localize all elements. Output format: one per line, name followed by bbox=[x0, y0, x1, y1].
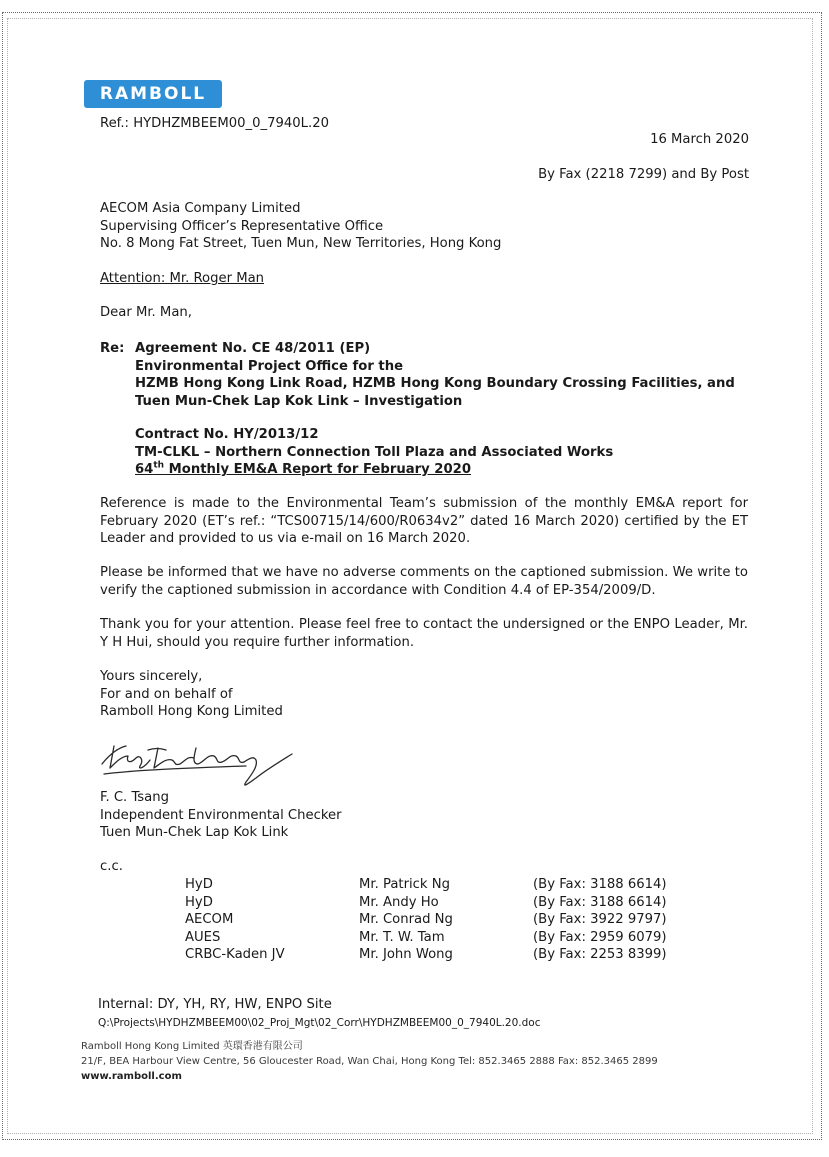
signatory-block bbox=[100, 789, 342, 842]
cc-row bbox=[0, 894, 829, 912]
signatory-title: Independent Environmental Checker bbox=[100, 807, 342, 823]
cc-row bbox=[0, 946, 829, 964]
file-path: Q:\Projects\HYDHZMBEEM00\02_Proj_Mgt\02_Corr\HYDHZMBEEM00_0_7940L.20.doc bbox=[98, 1017, 541, 1029]
cc-fax: (By Fax: 2959 6079) bbox=[533, 929, 667, 945]
cc-org: AUES bbox=[185, 929, 221, 945]
cc-fax: (By Fax: 3188 6614) bbox=[533, 894, 667, 910]
attention-line: Attention: Mr. Roger Man bbox=[100, 271, 265, 286]
closing-block bbox=[100, 668, 283, 721]
subject-line: Agreement No. CE 48/2011 (EP) bbox=[135, 341, 371, 356]
subject-line: HZMB Hong Kong Link Road, HZMB Hong Kong Boundary Crossing Facilities, and bbox=[135, 376, 735, 391]
closing-line: Ramboll Hong Kong Limited bbox=[100, 704, 283, 719]
body-paragraph-2: Please be informed that we have no adverse comments on the captioned submission. We write to verify the captioned submission in accordance with Condition 4.4 of EP-354/2009/D. bbox=[100, 565, 748, 598]
footer-company: Ramboll Hong Kong Limited 英環香港有限公司 bbox=[81, 1041, 303, 1052]
cc-name: Mr. Andy Ho bbox=[359, 894, 439, 910]
subject-line: Tuen Mun-Chek Lap Kok Link – Investigation bbox=[135, 393, 463, 409]
report-title-rest: Monthly EM&A Report for February 2020 bbox=[164, 462, 472, 477]
cc-label: c.c. bbox=[100, 859, 123, 874]
cc-name: Mr. Patrick Ng bbox=[359, 877, 450, 892]
subject-block bbox=[135, 340, 735, 410]
cc-name: Mr. T. W. Tam bbox=[359, 929, 445, 945]
subject-label: Re: bbox=[100, 341, 125, 356]
cc-name: Mr. Conrad Ng bbox=[359, 912, 453, 927]
body-paragraph-3: Thank you for your attention. Please feel free to contact the undersigned or the ENPO Leader, Mr. Y H Hui, should you require further information. bbox=[100, 617, 748, 650]
contract-line: TM-CLKL – Northern Connection Toll Plaza and Associated Works bbox=[135, 444, 614, 460]
body-paragraph-1: Reference is made to the Environmental Team’s submission of the monthly EM&A report for February 2020 (ET’s ref.: “TCS00715/14/600/R0634v2” dated 16 March 2020) certified by the ET Leader and provided to us via e-mail on 16 March 2020. bbox=[100, 496, 748, 546]
cc-fax: (By Fax: 3188 6614) bbox=[533, 877, 667, 892]
closing-line: Yours sincerely, bbox=[100, 669, 203, 684]
subject-line: Environmental Project Office for the bbox=[135, 358, 404, 374]
recipient-address bbox=[100, 200, 501, 253]
handwritten-signature bbox=[96, 734, 306, 790]
delivery-method: By Fax (2218 7299) and By Post bbox=[538, 167, 749, 182]
reference-number: Ref.: HYDHZMBEEM00_0_7940L.20 bbox=[100, 116, 329, 131]
address-line: No. 8 Mong Fat Street, Tuen Mun, New Territories, Hong Kong bbox=[100, 236, 502, 251]
internal-distribution: Internal: DY, YH, RY, HW, ENPO Site bbox=[98, 997, 332, 1012]
report-title bbox=[135, 461, 613, 479]
report-number: 64 bbox=[135, 462, 154, 477]
address-line: AECOM Asia Company Limited bbox=[100, 201, 301, 216]
logo-text: RAMBOLL bbox=[99, 84, 207, 104]
cc-row bbox=[0, 929, 829, 947]
salutation: Dear Mr. Man, bbox=[100, 305, 192, 320]
cc-name: Mr. John Wong bbox=[359, 947, 453, 962]
cc-org: HyD bbox=[185, 877, 213, 892]
cc-org: AECOM bbox=[185, 912, 234, 927]
contract-line: Contract No. HY/2013/12 bbox=[135, 427, 319, 442]
signatory-project: Tuen Mun-Chek Lap Kok Link bbox=[100, 825, 289, 840]
cc-org: HyD bbox=[185, 894, 213, 910]
cc-org: CRBC-Kaden JV bbox=[185, 947, 285, 962]
ramboll-logo bbox=[84, 80, 222, 108]
closing-line: For and on behalf of bbox=[100, 686, 233, 702]
cc-row bbox=[0, 876, 829, 894]
cc-fax: (By Fax: 2253 8399) bbox=[533, 947, 667, 962]
footer-website: www.ramboll.com bbox=[81, 1071, 182, 1082]
cc-row bbox=[0, 911, 829, 929]
letter-date: 16 March 2020 bbox=[650, 132, 749, 147]
footer-address: 21/F, BEA Harbour View Centre, 56 Gloucester Road, Wan Chai, Hong Kong Tel: 852.3465 2888 Fax: 852.3465 2899 bbox=[81, 1056, 658, 1067]
address-line: Supervising Officer’s Representative Office bbox=[100, 218, 384, 234]
cc-fax: (By Fax: 3922 9797) bbox=[533, 912, 667, 927]
contract-block bbox=[135, 426, 613, 479]
report-suffix: th bbox=[153, 460, 165, 471]
signatory-name: F. C. Tsang bbox=[100, 790, 169, 805]
